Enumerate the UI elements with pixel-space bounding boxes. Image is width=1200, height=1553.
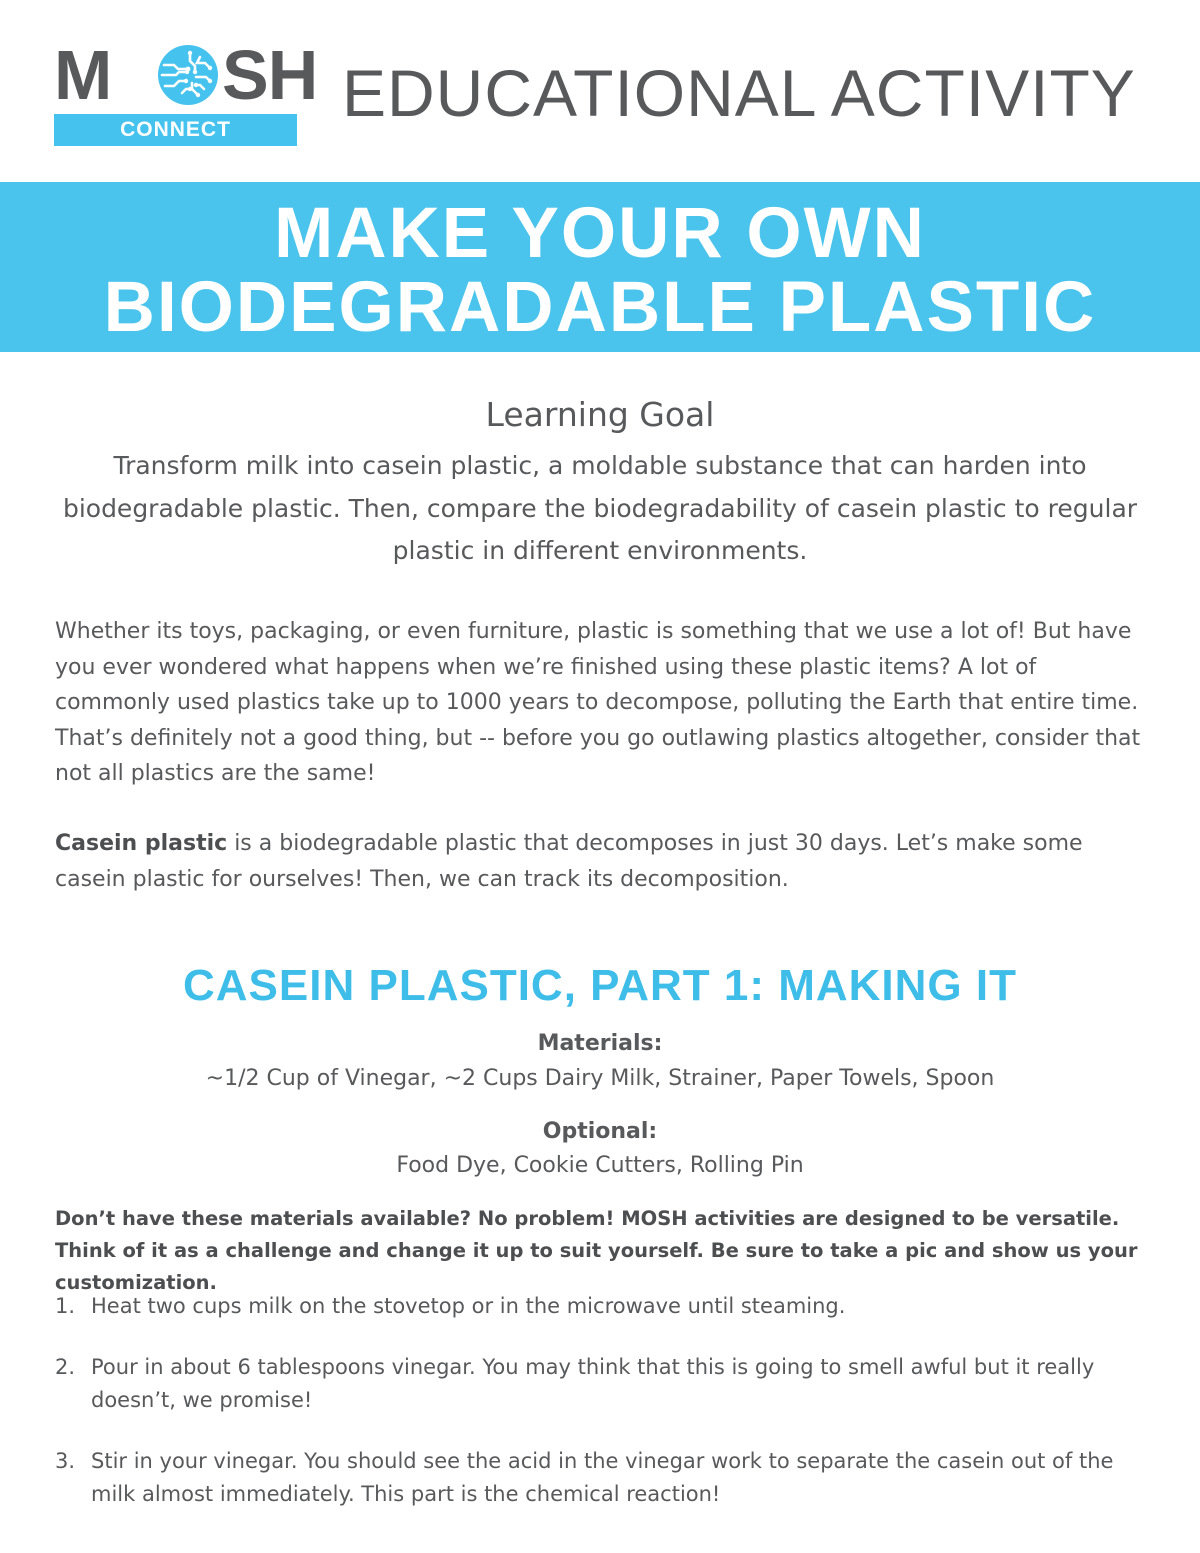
banner-title-line-1: MAKE YOUR OWN <box>274 194 926 273</box>
globe-icon <box>156 43 220 107</box>
learning-goal-title: Learning Goal <box>485 395 715 434</box>
materials-list: ~1/2 Cup of Vinegar, ~2 Cups Dairy Milk, Strainer, Paper Towels, Spoon <box>205 1066 995 1091</box>
title-banner <box>0 182 1200 352</box>
document-type-heading: EDUCATIONAL ACTIVITY <box>342 56 1136 130</box>
step-text: Pour in about 6 tablespoons vinegar. You may think that this is going to smell awful but it really doesn’t, we promise! <box>91 1355 1095 1412</box>
intro-paragraph: Whether its toys, packaging, or even furniture, plastic is something that we use a lot of! But have you ever wondered what happens when we’re finished using these plastic items? A lot of commonly used plastics take up to 1000 years to decompose, polluting the Earth that entire time. That’s definitely not a good thing, but -- before you go outlawing plastics altogether, consider that not all plastics are the same! <box>55 619 1141 786</box>
optional-label: Optional: <box>542 1119 658 1144</box>
optional-list: Food Dye, Cookie Cutters, Rolling Pin <box>396 1153 804 1178</box>
banner-title-line-2: BIODEGRADABLE PLASTIC <box>103 268 1097 347</box>
mosh-connect-logo <box>54 36 318 146</box>
step-number: 2. <box>55 1355 76 1379</box>
logo-letter-m: M <box>54 36 112 114</box>
casein-plastic-term: Casein plastic <box>55 831 228 856</box>
learning-goal-text: Transform milk into casein plastic, a moldable substance that can harden into biodegradable plastic. Then, compare the biodegradability of casein plastic to regular plastic in different environments. <box>62 451 1138 565</box>
casein-paragraph-text: is a biodegradable plastic that decomposes in just 30 days. Let’s make some casein plastic for ourselves! Then, we can track its decomposition. <box>55 831 1083 892</box>
step-number: 1. <box>55 1294 76 1318</box>
materials-label: Materials: <box>537 1031 663 1056</box>
part1-section-title: CASEIN PLASTIC, PART 1: MAKING IT <box>183 961 1017 1010</box>
step-number: 3. <box>55 1449 76 1473</box>
logo-connect-label: CONNECT <box>54 114 297 146</box>
step-text: Stir in your vinegar. You should see the acid in the vinegar work to separate the casein out of the milk almost immediately. This part is the chemical reaction! <box>91 1449 1114 1506</box>
casein-paragraph <box>55 826 1155 897</box>
page-header <box>0 0 1200 180</box>
logo-letters-sh: SH <box>222 36 318 114</box>
logo-wordmark <box>54 36 318 114</box>
materials-note: Don’t have these materials available? No problem! MOSH activities are designed to be versatile. Think of it as a challenge and change it up to suit yourself. Be sure to take a pic and show us your customization. <box>55 1207 1138 1294</box>
step-text: Heat two cups milk on the stovetop or in the microwave until steaming. <box>91 1294 846 1318</box>
